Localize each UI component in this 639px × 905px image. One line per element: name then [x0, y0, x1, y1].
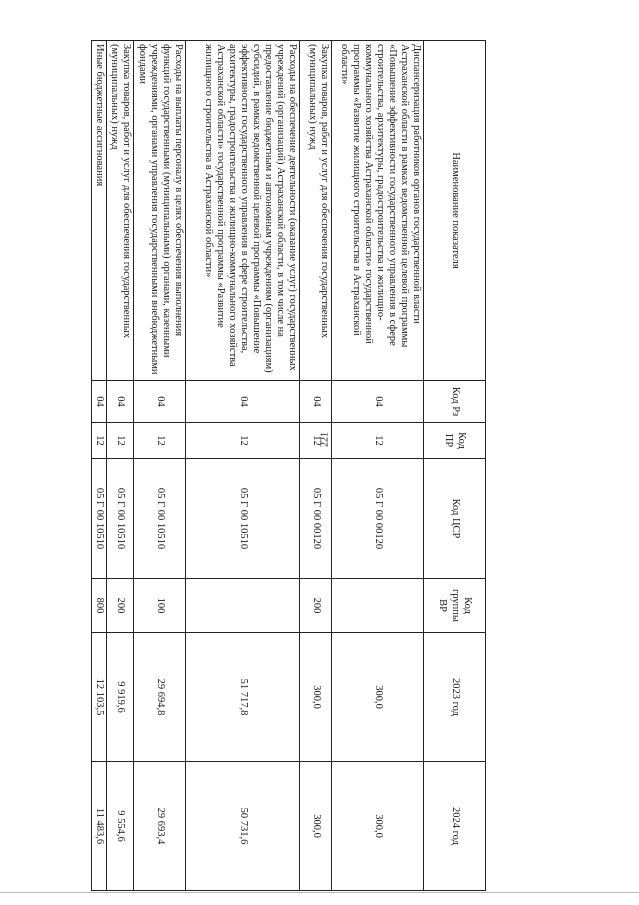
header-rz: Код Рз	[424, 381, 486, 423]
header-vr: Код группы ВР	[424, 579, 486, 633]
row-2023: 12 103,5	[91, 633, 106, 762]
row-pr: 12	[106, 423, 133, 459]
row-csr: 05 Г 00 10510	[186, 459, 300, 579]
table-row	[91, 41, 106, 891]
header-2024: 2024 год	[424, 762, 486, 891]
row-2024: 9 554,6	[106, 762, 133, 891]
row-name: Закупка товаров, работ и услуг для обеспечения государственных (муниципальных) нужд	[300, 41, 332, 381]
page-number: 221	[319, 432, 331, 447]
header-csr: Код ЦСР	[424, 459, 486, 579]
row-pr: 12	[91, 423, 106, 459]
row-2023: 9 919,6	[106, 633, 133, 762]
row-csr: 05 Г 00 10510	[106, 459, 133, 579]
row-rz: 04	[91, 381, 106, 423]
row-name: Расходы на выплаты персоналу в целях обеспечения выполнения функций государственными (муниципальными) органами, казенными учреждениями, органами управления государственными внебюджетными фондами	[134, 41, 186, 381]
table-row	[106, 41, 133, 891]
row-csr: 05 Г 00 00120	[332, 459, 424, 579]
row-name: Расходы на обеспечение деятельности (оказание услуг) государственных учреждений (организаций) Астраханской области, в том числе на предоставление бюджетным и автономным учреждениям (организациям) субсидий, в рамках ведомственной целевой программы «Повышение эффективности государственного управления в сфере строительства, архитектуры, градостроительства и жилищно-коммунального хозяйства Астраханской области» государственной программы «Развитие жилищного строительства в Астраханской области»	[186, 41, 300, 381]
row-name: Иные бюджетные ассигнования	[91, 41, 106, 381]
table-row	[332, 41, 424, 891]
table-row	[186, 41, 300, 891]
rotated-table-frame	[93, 40, 486, 890]
header-2023: 2023 год	[424, 633, 486, 762]
scan-bottom-line	[0, 892, 639, 893]
row-2024: 29 693,4	[134, 762, 186, 891]
row-rz: 04	[134, 381, 186, 423]
row-vr: 200	[106, 579, 133, 633]
row-2024: 300,0	[332, 762, 424, 891]
row-pr: 12	[134, 423, 186, 459]
row-csr: 05 Г 00 10510	[134, 459, 186, 579]
row-2024: 11 483,6	[91, 762, 106, 891]
table-row	[300, 41, 332, 891]
row-pr: 12	[186, 423, 300, 459]
row-2023: 300,0	[332, 633, 424, 762]
row-vr	[186, 579, 300, 633]
row-pr: 12	[300, 423, 332, 459]
budget-table	[91, 40, 486, 891]
row-rz: 04	[300, 381, 332, 423]
row-2024: 50 731,6	[186, 762, 300, 891]
table-row	[134, 41, 186, 891]
table-header-row	[424, 41, 486, 891]
row-name: Диспансеризация работников органов государственной власти Астраханской области в рамках ведомственной целевой программы «Повышение эффективности государственного управления в сфере строительства, архитектуры, градостроительства и жилищно-коммунального хозяйства Астраханской области» государственной программы «Развитие жилищного строительства в Астраханской области»	[332, 41, 424, 381]
row-2023: 300,0	[300, 633, 332, 762]
row-pr: 12	[332, 423, 424, 459]
row-csr: 05 Г 00 00120	[300, 459, 332, 579]
row-name: Закупка товаров, работ и услуг для обеспечения государственных (муниципальных) нужд	[106, 41, 133, 381]
row-vr: 800	[91, 579, 106, 633]
row-2023: 51 717,8	[186, 633, 300, 762]
row-rz: 04	[332, 381, 424, 423]
row-2024: 300,0	[300, 762, 332, 891]
row-csr: 05 Г 00 10510	[91, 459, 106, 579]
row-rz: 04	[106, 381, 133, 423]
row-2023: 29 694,8	[134, 633, 186, 762]
row-rz: 04	[186, 381, 300, 423]
header-pr: Код ПР	[424, 423, 486, 459]
row-vr: 100	[134, 579, 186, 633]
row-vr	[332, 579, 424, 633]
row-vr: 200	[300, 579, 332, 633]
header-name: Наименование показателя	[424, 41, 486, 381]
